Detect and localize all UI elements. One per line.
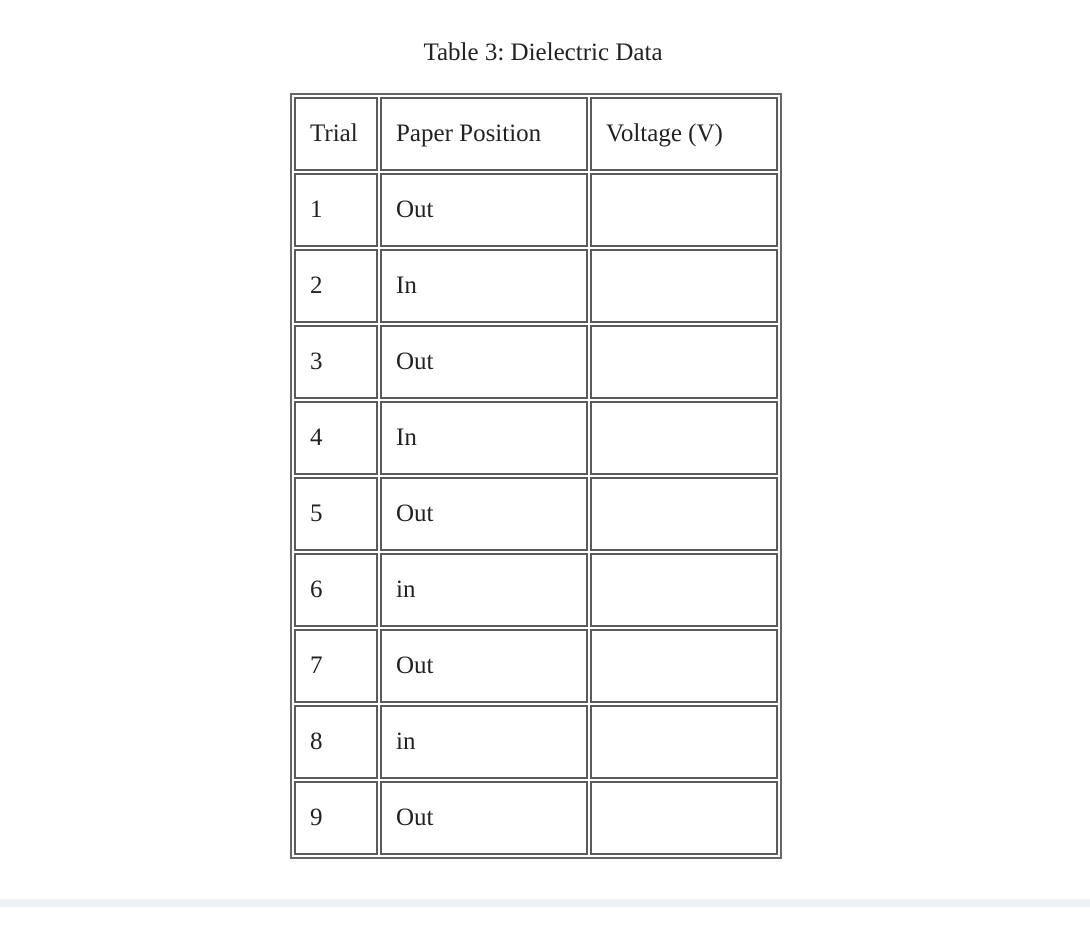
table-caption: Table 3: Dielectric Data (423, 39, 663, 66)
table-row (294, 173, 778, 247)
paper-position-cell: In (380, 249, 588, 323)
table-row (294, 781, 778, 855)
trial-cell: 4 (294, 401, 378, 475)
voltage-cell (590, 249, 778, 323)
table-row (294, 249, 778, 323)
paper-position-cell: In (380, 401, 588, 475)
trial-cell: 5 (294, 477, 378, 551)
dielectric-data-table (290, 93, 782, 859)
bottom-scroll-strip (0, 899, 1090, 907)
trial-cell: 7 (294, 629, 378, 703)
table-container (290, 93, 782, 859)
table-row (294, 553, 778, 627)
paper-position-cell: in (380, 553, 588, 627)
header-cell-voltage: Voltage (V) (590, 97, 778, 171)
voltage-cell (590, 781, 778, 855)
table-row (294, 629, 778, 703)
trial-cell: 8 (294, 705, 378, 779)
paper-position-cell: Out (380, 781, 588, 855)
voltage-cell (590, 477, 778, 551)
table-header-row (294, 97, 778, 171)
trial-cell: 9 (294, 781, 378, 855)
header-cell-trial: Trial (294, 97, 378, 171)
table-row (294, 401, 778, 475)
voltage-cell (590, 705, 778, 779)
paper-position-cell: in (380, 705, 588, 779)
voltage-cell (590, 553, 778, 627)
paper-position-cell: Out (380, 629, 588, 703)
trial-cell: 1 (294, 173, 378, 247)
paper-position-cell: Out (380, 173, 588, 247)
voltage-cell (590, 401, 778, 475)
paper-position-cell: Out (380, 325, 588, 399)
trial-cell: 3 (294, 325, 378, 399)
table-row (294, 325, 778, 399)
voltage-cell (590, 629, 778, 703)
voltage-cell (590, 325, 778, 399)
paper-position-cell: Out (380, 477, 588, 551)
trial-cell: 2 (294, 249, 378, 323)
table-row (294, 477, 778, 551)
voltage-cell (590, 173, 778, 247)
table-row (294, 705, 778, 779)
header-cell-paper-position: Paper Position (380, 97, 588, 171)
trial-cell: 6 (294, 553, 378, 627)
